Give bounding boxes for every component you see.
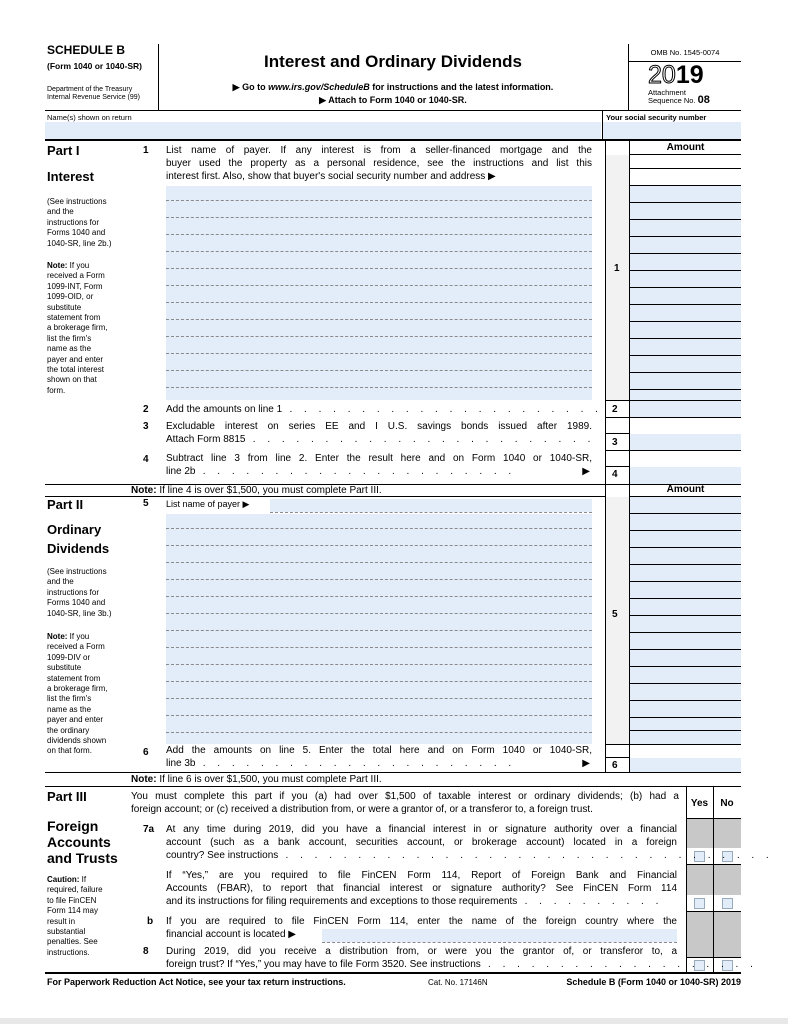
schedule-label: SCHEDULE B xyxy=(47,43,126,57)
line5-box-label: 5 xyxy=(612,609,618,620)
line3-amount-input[interactable] xyxy=(630,434,741,450)
line4-amount-input[interactable] xyxy=(630,467,741,484)
line4-number: 4 xyxy=(143,454,149,465)
attach-instruction: ▶ Attach to Form 1040 or 1040-SR. xyxy=(319,95,467,105)
line4-text: Subtract line 3 from line 2. Enter the result here and on Form 1040 or 1040-SR, line 2b . . . . . . . . . . . . . . . . . . . . . . ▶ xyxy=(166,453,592,477)
line8-text: During 2019, did you receive a distribution from, or were you the grantor of, or transferor to, a foreign trust? If “Yes,” you may have to file Form 3520. See instructions . . . . . . . . . . . . . . . . . . . xyxy=(166,946,758,970)
line2-text: Add the amounts on line 1 . . . . . . . . . . . . . . . . . . . . . . xyxy=(166,404,603,415)
line2-amount-input[interactable] xyxy=(630,401,741,417)
line7b-number: b xyxy=(147,916,154,927)
line6-number: 6 xyxy=(143,747,149,758)
line8-number: 8 xyxy=(143,946,149,957)
line3-text: Excludable interest on series EE and I U.S. savings bonds issued after 1989. Attach Form 8815 . . . . . . . . . . . . . . . . . . . . . . . . xyxy=(166,421,595,445)
paperwork-notice: For Paperwork Reduction Act Notice, see your tax return instructions. xyxy=(47,977,346,987)
line5-number: 5 xyxy=(143,498,149,509)
foreign-country-input[interactable] xyxy=(322,929,677,942)
part2-title: Ordinary Dividends xyxy=(47,522,110,556)
part2-side-note: Note: If you received a Form 1099-DIV or substitute statement from a brokerage firm, list the firm's name as the payer and enter the ordinary dividends shown on that form. xyxy=(47,632,108,756)
omb-number: OMB No. 1545-0074 xyxy=(650,48,720,57)
goto-instructions: ▶ Go to www.irs.gov/ScheduleB for instructions and the latest information. xyxy=(232,82,554,92)
part2-amount-header: Amount xyxy=(666,484,705,495)
line7b-text: If you are required to file FinCEN Form 114, enter the name of the foreign country where the financial account is located ▶ xyxy=(166,916,677,940)
part3-caution: Caution: If required, failure to file FinCEN Form 114 may result in substantial penalties. See instructions. xyxy=(47,875,103,957)
line4-box-label: 4 xyxy=(612,469,618,480)
line3-number: 3 xyxy=(143,421,149,432)
part1-note: Note: If line 4 is over $1,500, you must complete Part III. xyxy=(131,485,382,496)
line5-payer-input[interactable] xyxy=(166,514,592,744)
line5-first-payer-input[interactable] xyxy=(270,499,592,512)
no-header: No xyxy=(720,798,734,809)
tax-year: 2019 xyxy=(648,61,704,89)
line2-box-label: 2 xyxy=(612,404,618,415)
footer-form-id: Schedule B (Form 1040 or 1040-SR) 2019 xyxy=(566,977,741,987)
line5-amount-input[interactable] xyxy=(630,497,741,744)
7a-fbar-no-checkbox[interactable] xyxy=(722,898,733,909)
name-input[interactable] xyxy=(45,122,601,139)
part1-side-note: Note: If you received a Form 1099-INT, Form 1099-OID, or substitute statement from a brokerage firm, list the firm's name as the payer and enter the total interest shown on that form. xyxy=(47,261,108,395)
attachment-label: Attachment xyxy=(648,88,686,97)
line1-text: List name of payer. If any interest is from a seller-financed mortgage and the buyer used the property as a personal residence, see the instructions and list this interest first. Also, show that buyer's social security number and address ▶ xyxy=(166,145,592,182)
line7a-text: At any time during 2019, did you have a financial interest in or signature authority over a financial account (such as a bank account, securities account, or brokerage account) located in a foreign country? See instructions . . . . . . . . . . . . . . . . . . . . . . . . . . . . . . . . . . xyxy=(166,824,774,861)
form-reference: (Form 1040 or 1040-SR) xyxy=(47,61,142,71)
line6-box-label: 6 xyxy=(612,760,618,771)
7a-fbar-yes-checkbox[interactable] xyxy=(694,898,705,909)
department-label: Department of the Treasury xyxy=(47,86,133,93)
line1-number: 1 xyxy=(143,145,149,156)
page-bottom-edge xyxy=(0,1018,788,1024)
sequence-label: Sequence No. 08 xyxy=(648,94,710,106)
ssn-label: Your social security number xyxy=(606,113,707,122)
part2-note: Note: If line 6 is over $1,500, you must complete Part III. xyxy=(131,774,382,785)
line1-shaded-col xyxy=(606,155,629,400)
irs-label: Internal Revenue Service (99) xyxy=(47,94,140,101)
part3-label: Part III xyxy=(47,789,87,804)
line6-amount-input[interactable] xyxy=(630,758,741,772)
line2-number: 2 xyxy=(143,404,149,415)
line1-box-label: 1 xyxy=(614,263,620,274)
part2-label: Part II xyxy=(47,497,84,512)
line3-box-label: 3 xyxy=(612,437,618,448)
part1-label: Part I xyxy=(47,143,80,158)
yes-header: Yes xyxy=(690,798,709,809)
part3-title: Foreign Accounts and Trusts xyxy=(47,818,118,866)
part1-title: Interest xyxy=(47,169,94,184)
line5-text: List name of payer ▶ xyxy=(166,499,250,509)
line1-payer-input[interactable] xyxy=(166,186,592,400)
irs-url-link[interactable]: www.irs.gov/ScheduleB xyxy=(268,82,370,92)
part3-intro: You must complete this part if you (a) had over $1,500 of taxable interest or ordinary dividends; (b) had a foreign account; or (c) received a distribution from, or were a grantor of, or a transferor to, a foreign trust. xyxy=(131,791,679,815)
line7a-fbar-text: If “Yes,” are you required to file FinCEN Form 114, Report of Foreign Bank and Financial Accounts (FBAR), to report that financial interest or signature authority? See FinCEN Form 114 and its instructions for filing requirements and exceptions to those requirements . . . . . . . . . . xyxy=(166,870,677,907)
part2-side-instructions: (See instructions and the instructions for Forms 1040 and 1040-SR, line 3b.) xyxy=(47,567,112,618)
line6-text: Add the amounts on line 5. Enter the total here and on Form 1040 or 1040-SR, line 3b . . . . . . . . . . . . . . . . . . . . . . ▶ xyxy=(166,745,592,769)
form-title: Interest and Ordinary Dividends xyxy=(264,52,522,71)
names-label: Name(s) shown on return xyxy=(47,113,132,122)
part1-amount-header: Amount xyxy=(666,142,705,153)
line7a-number: 7a xyxy=(143,824,155,835)
part1-side-instructions: (See instructions and the instructions for Forms 1040 and 1040-SR, line 2b.) xyxy=(47,197,112,248)
ssn-input[interactable] xyxy=(603,122,741,139)
line1-amount-input[interactable] xyxy=(630,185,741,400)
catalog-number: Cat. No. 17146N xyxy=(428,978,488,987)
line5-shaded-col xyxy=(606,497,629,744)
